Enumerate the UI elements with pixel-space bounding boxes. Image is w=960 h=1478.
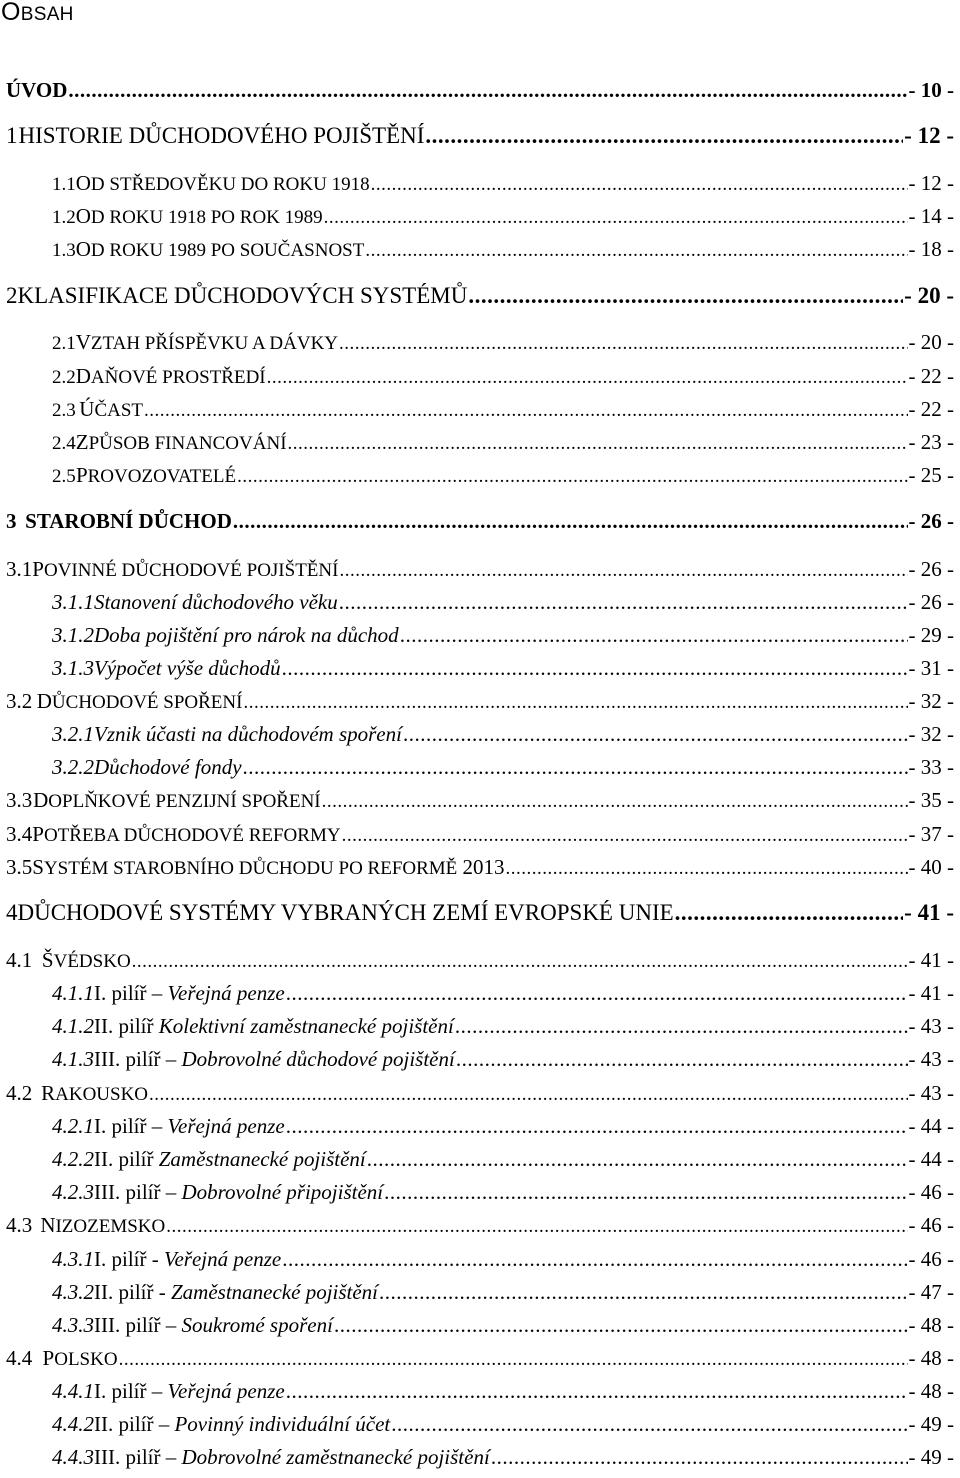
toc-entry[interactable] [6, 283, 954, 309]
toc-entry[interactable] [6, 1346, 954, 1371]
page-number: - 48 - [908, 1346, 954, 1370]
entry-label: DOPLŇKOVÉ PENZIJNÍ SPOŘENÍ [33, 788, 321, 812]
page-number: - 37 - [908, 822, 954, 846]
leader-dots [119, 1349, 908, 1371]
toc-entry[interactable] [6, 1081, 954, 1106]
toc-entry[interactable] [6, 689, 954, 714]
leader-dots [379, 1280, 907, 1305]
entry-label: POVINNÉ DŮCHODOVÉ POJIŠTĚNÍ [32, 557, 339, 581]
leader-dots [267, 367, 908, 389]
page-number: - 35 - [908, 788, 954, 812]
entry-number: 2.1 [52, 333, 76, 354]
entry-number: 3.2.2 [52, 755, 94, 779]
page-number: - 20 - [904, 283, 954, 308]
leader-dots [322, 791, 908, 813]
entry-number: 3.2 [6, 689, 33, 713]
entry-number: 4.1.2 [52, 1014, 94, 1038]
entry-number: 4.1.3 [52, 1047, 94, 1071]
entry-label: RAKOUSKO [41, 1081, 149, 1105]
leader-dots [339, 560, 907, 582]
entry-number: 4.2.2 [52, 1147, 94, 1171]
entry-number: 3.5 [6, 855, 33, 879]
leader-dots [324, 207, 908, 229]
toc-entry[interactable] [52, 1147, 954, 1172]
leader-dots [339, 333, 907, 355]
leader-dots [425, 123, 903, 149]
page-number: - 47 - [908, 1280, 954, 1304]
entry-label: II. pilíř – Povinný individuální účet [94, 1412, 391, 1436]
entry-number: 3.3 [6, 788, 33, 812]
toc-entry[interactable] [52, 1014, 954, 1039]
entry-number: 1.1 [52, 174, 76, 195]
entry-label: HISTORIE DŮCHODOVÉHO POJIŠTĚNÍ [18, 123, 425, 148]
entry-label: II. pilíř Kolektivní zaměstnanecké pojištění [94, 1014, 454, 1038]
leader-dots [675, 900, 904, 926]
leader-dots [506, 858, 908, 880]
page-number: - 43 - [908, 1047, 954, 1071]
page-number: - 20 - [908, 330, 954, 354]
toc-entry[interactable] [52, 171, 954, 196]
leader-dots [286, 981, 908, 1006]
entry-label: Doba pojištění pro nárok na důchod [94, 623, 399, 647]
page-number: - 43 - [908, 1081, 954, 1105]
toc-entry[interactable] [52, 1247, 954, 1272]
leader-dots [144, 400, 907, 422]
page-number: - 29 - [908, 623, 954, 647]
toc-entry[interactable] [52, 463, 954, 488]
page-number: - 40 - [908, 855, 954, 879]
toc-entry[interactable] [6, 822, 954, 847]
toc-entry[interactable] [52, 1180, 954, 1205]
entry-number: 3.4 [6, 822, 33, 846]
entry-number: 4.4 [6, 1346, 33, 1370]
toc-entry[interactable] [6, 900, 954, 926]
leader-dots [282, 656, 908, 681]
page-number: - 14 - [908, 204, 954, 228]
page-number: - 26 - [908, 509, 954, 533]
entry-label: KLASIFIKACE DŮCHODOVÝCH SYSTÉMŮ [17, 283, 468, 308]
title-rest: BSAH [20, 4, 74, 25]
entry-number: 4.1.1 [52, 981, 94, 1005]
entry-number: 4.2.3 [52, 1180, 94, 1204]
entry-label: I. pilíř – Veřejná penze [94, 1379, 285, 1403]
toc-entry[interactable] [52, 981, 954, 1006]
entry-label: POTŘEBA DŮCHODOVÉ REFORMY [32, 822, 341, 846]
entry-number: 3.1.1 [52, 590, 94, 614]
entry-number: 4.2.1 [52, 1114, 94, 1138]
page-number: - 33 - [908, 755, 954, 779]
entry-label: I. pilíř – Veřejná penze [94, 981, 285, 1005]
entry-label: ŠVÉDSKO [41, 948, 131, 972]
entry-label: ÚČAST [79, 397, 144, 421]
toc-entry[interactable] [52, 1412, 954, 1437]
leader-dots [132, 951, 908, 973]
entry-label: Důchodové fondy [94, 755, 242, 779]
page-number: - 44 - [908, 1147, 954, 1171]
entry-number: 2.4 [52, 433, 76, 454]
leader-dots [237, 466, 907, 488]
entry-label: Výpočet výše důchodů [94, 656, 281, 680]
toc-entry[interactable] [52, 364, 954, 389]
page-number: - 41 - [904, 900, 954, 925]
toc-entry[interactable] [6, 1213, 954, 1238]
leader-dots [391, 1412, 907, 1437]
toc-entry[interactable] [6, 509, 954, 534]
leader-dots [243, 692, 907, 714]
entry-label: VZTAH PŘÍSPĚVKU A DÁVKY [75, 330, 339, 354]
toc-entry[interactable] [6, 788, 954, 813]
entry-label: DAŇOVÉ PROSTŘEDÍ [75, 364, 266, 388]
leader-dots [166, 1216, 907, 1238]
page-number: - 46 - [908, 1213, 954, 1237]
entry-number: 3.2.1 [52, 722, 94, 746]
leader-dots [342, 825, 908, 847]
entry-number: 4.3.1 [52, 1247, 94, 1271]
toc-entry[interactable] [6, 855, 954, 880]
toc-entry[interactable] [52, 1114, 954, 1139]
entry-label: POLSKO [42, 1346, 118, 1370]
page-number: - 26 - [908, 557, 954, 581]
page-number: - 12 - [904, 123, 954, 148]
leader-dots [149, 1084, 907, 1106]
leader-dots [371, 174, 908, 196]
entry-label: OD STŘEDOVĚKU DO ROKU 1918 [75, 171, 370, 195]
leader-dots [243, 755, 908, 780]
toc-entry[interactable] [52, 330, 954, 355]
entry-number: 4.3 [6, 1213, 33, 1237]
entry-number: 4.4.1 [52, 1379, 94, 1403]
entry-number: 4.3.3 [52, 1313, 94, 1337]
entry-label: II. pilíř Zaměstnanecké pojištění [94, 1147, 366, 1171]
leader-dots [334, 1313, 908, 1338]
toc-entry[interactable] [52, 430, 954, 455]
leader-dots [282, 1247, 907, 1272]
leader-dots [68, 78, 907, 103]
entry-label: STAROBNÍ DŮCHOD [25, 509, 232, 533]
toc-entry[interactable] [6, 78, 954, 103]
page-number: - 10 - [908, 78, 954, 102]
leader-dots [286, 1379, 908, 1404]
entry-number: 4.3.2 [52, 1280, 94, 1304]
page-number: - 18 - [908, 237, 954, 261]
page-number: - 12 - [908, 171, 954, 195]
entry-number: 2.5 [52, 466, 76, 487]
entry-number: 3.1.2 [52, 623, 94, 647]
page-number: - 31 - [908, 656, 954, 680]
entry-number: 4.2 [6, 1081, 33, 1105]
leader-dots [339, 590, 908, 615]
page-number: - 41 - [908, 981, 954, 1005]
entry-label: I. pilíř - Veřejná penze [94, 1247, 282, 1271]
entry-number: 4.1 [6, 948, 33, 972]
entry-label: NIZOZEMSKO [40, 1213, 166, 1237]
entry-number: 4 [6, 900, 18, 925]
entry-label: ÚVOD [6, 78, 68, 102]
toc-entry[interactable] [52, 1280, 954, 1305]
page-number: - 49 - [908, 1412, 954, 1436]
entry-number: 3.1.3 [52, 656, 94, 680]
toc-entry[interactable] [52, 204, 954, 229]
entry-label: III. pilíř – Soukromé spoření [94, 1313, 333, 1337]
leader-dots [365, 240, 907, 262]
entry-number: 2 [6, 283, 18, 308]
entry-number: 3 [6, 509, 17, 533]
page-number: - 44 - [908, 1114, 954, 1138]
entry-number: 2.2 [52, 367, 76, 388]
page-number: - 46 - [908, 1247, 954, 1271]
toc-entry[interactable] [52, 237, 954, 262]
entry-label: DŮCHODOVÉ SPOŘENÍ [36, 689, 243, 713]
entry-number: 3.1 [6, 557, 33, 581]
entry-label: DŮCHODOVÉ SYSTÉMY VYBRANÝCH ZEMÍ EVROPSKÉ UNIE [17, 900, 674, 925]
leader-dots [288, 433, 908, 455]
entry-number: 4.4.2 [52, 1412, 94, 1436]
toc-entry[interactable] [6, 123, 954, 149]
toc-entry[interactable] [52, 1379, 954, 1404]
entry-number: 1.3 [52, 240, 76, 261]
entry-label: Vznik účasti na důchodovém spoření [94, 722, 402, 746]
toc-entry[interactable] [52, 590, 954, 615]
entry-label: ZPŮSOB FINANCOVÁNÍ [75, 430, 287, 454]
entry-label: II. pilíř - Zaměstnanecké pojištění [94, 1280, 379, 1304]
leader-dots [491, 1445, 908, 1470]
leader-dots [403, 722, 908, 747]
page-number: - 49 - [908, 1445, 954, 1469]
page-number: - 48 - [908, 1379, 954, 1403]
toc-entry[interactable] [52, 1047, 954, 1072]
leader-dots [286, 1114, 908, 1139]
entry-label: SYSTÉM STAROBNÍHO DŮCHODU PO REFORMĚ 2013 [32, 855, 505, 879]
entry-label: OD ROKU 1989 PO SOUČASNOST [75, 237, 365, 261]
entry-number: 1.2 [52, 207, 76, 228]
page-number: - 32 - [908, 722, 954, 746]
leader-dots [468, 283, 903, 309]
toc-entry[interactable] [52, 755, 954, 780]
page-number: - 46 - [908, 1180, 954, 1204]
leader-dots [456, 1047, 908, 1072]
page-number: - 22 - [908, 397, 954, 421]
title-initial: O [1, 0, 21, 26]
toc-entry[interactable] [52, 1313, 954, 1338]
entry-label: OD ROKU 1918 PO ROK 1989 [75, 204, 323, 228]
toc-entry[interactable] [6, 557, 954, 582]
page-number: - 23 - [908, 430, 954, 454]
entry-number: 4.4.3 [52, 1445, 94, 1469]
toc-entry[interactable] [52, 623, 954, 648]
leader-dots [384, 1180, 907, 1205]
page-number: - 25 - [908, 463, 954, 487]
entry-label: Stanovení důchodového věku [94, 590, 338, 614]
leader-dots [400, 623, 908, 648]
page-number: - 32 - [908, 689, 954, 713]
toc-title [1, 0, 74, 27]
entry-number: 2.3 [52, 400, 76, 421]
entry-label: I. pilíř – Veřejná penze [94, 1114, 285, 1138]
leader-dots [455, 1014, 908, 1039]
page-number: - 48 - [908, 1313, 954, 1337]
toc-entry[interactable] [52, 722, 954, 747]
leader-dots [367, 1147, 908, 1172]
toc-entry[interactable] [6, 948, 954, 973]
leader-dots [233, 509, 908, 534]
toc-entry[interactable] [52, 397, 954, 422]
entry-label: PROVOZOVATELÉ [75, 463, 237, 487]
toc-entry[interactable] [52, 656, 954, 681]
page-number: - 43 - [908, 1014, 954, 1038]
toc-entry[interactable] [52, 1445, 954, 1470]
entry-label: III. pilíř – Dobrovolné připojištění [94, 1180, 384, 1204]
page-number: - 26 - [908, 590, 954, 614]
entry-label: III. pilíř – Dobrovolné zaměstnanecké pojištění [94, 1445, 490, 1469]
page-number: - 41 - [908, 948, 954, 972]
entry-number: 1 [6, 123, 18, 148]
entry-label: III. pilíř – Dobrovolné důchodové pojištění [94, 1047, 455, 1071]
page-number: - 22 - [908, 364, 954, 388]
